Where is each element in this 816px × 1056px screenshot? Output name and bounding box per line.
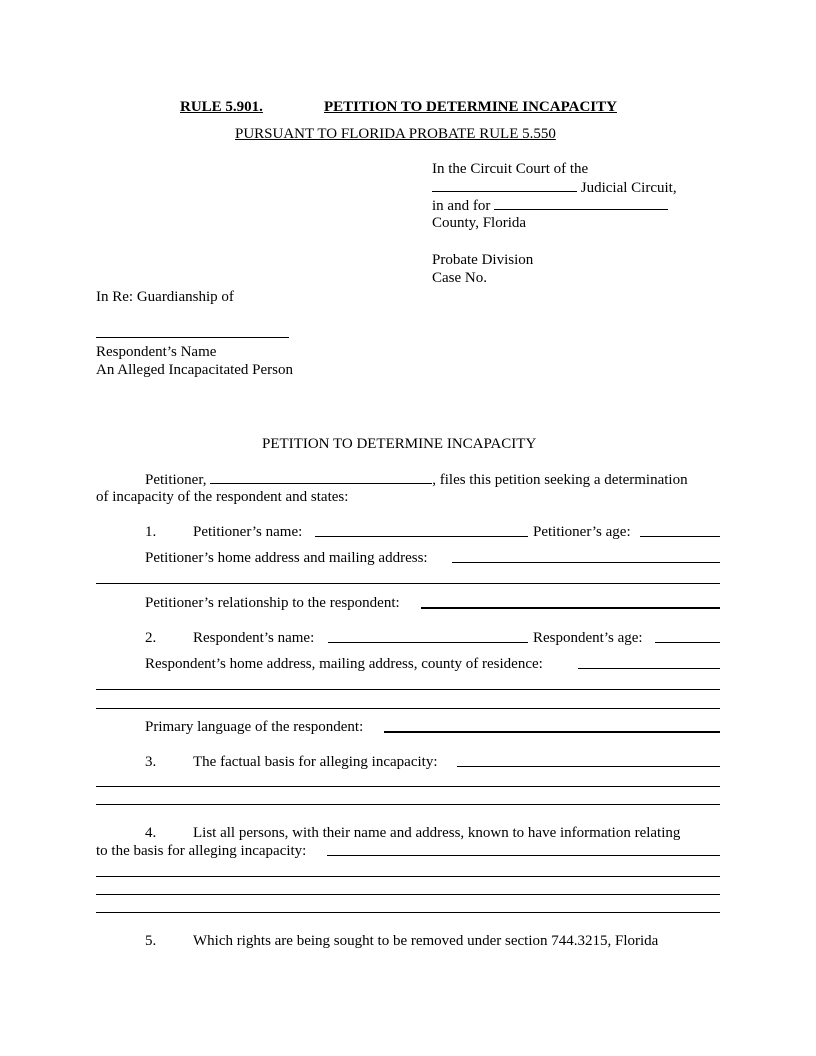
factual-basis-label: The factual basis for alleging incapacity:	[193, 754, 438, 770]
persons-list-line-4[interactable]	[96, 912, 720, 913]
persons-list-label: List all persons, with their name and address, known to have information relating	[193, 825, 681, 841]
court-line-2: Judicial Circuit,	[432, 178, 677, 197]
court-division: Probate Division	[432, 252, 534, 268]
county-blank[interactable]	[494, 196, 668, 210]
item-2-number: 2.	[145, 630, 157, 646]
item-3-number: 3.	[145, 754, 157, 770]
petition-title: PETITION TO DETERMINE INCAPACITY	[262, 436, 537, 452]
petitioner-address-field[interactable]	[452, 549, 720, 568]
rights-removed-label: Which rights are being sought to be removed under section 744.3215, Florida	[193, 933, 659, 949]
primary-language-field[interactable]	[384, 718, 720, 738]
respondent-age-label: Respondent’s age:	[533, 630, 643, 646]
respondent-name-label-2: Respondent’s name:	[193, 630, 315, 646]
in-re-label: In Re: Guardianship of	[96, 289, 234, 305]
petitioner-name-field[interactable]	[315, 523, 528, 542]
petitioner-address-label: Petitioner’s home address and mailing address:	[145, 550, 428, 566]
circuit-blank[interactable]	[432, 178, 577, 192]
petitioner-relationship-label: Petitioner’s relationship to the respondent:	[145, 595, 400, 611]
rule-number: RULE 5.901.	[180, 99, 263, 115]
respondent-address-line-2[interactable]	[96, 689, 720, 690]
petitioner-age-field[interactable]	[640, 523, 720, 542]
respondent-name-label: Respondent’s Name	[96, 344, 217, 360]
persons-list-field[interactable]	[327, 842, 720, 861]
court-line-1: In the Circuit Court of the	[432, 161, 589, 177]
intro-line-1: Petitioner, , files this petition seeking a determination	[145, 472, 688, 488]
respondent-name-field[interactable]	[96, 324, 289, 343]
respondent-address-label: Respondent’s home address, mailing address, county of residence:	[145, 656, 543, 672]
persons-list-line-2[interactable]	[96, 876, 720, 877]
case-number-label: Case No.	[432, 270, 487, 286]
rule-subtitle: PURSUANT TO FLORIDA PROBATE RULE 5.550	[235, 126, 556, 142]
item-1-number: 1.	[145, 524, 157, 540]
court-line-3: in and for	[432, 196, 668, 215]
petitioner-blank[interactable]	[210, 470, 432, 484]
item-5-number: 5.	[145, 933, 157, 949]
court-line-4: County, Florida	[432, 215, 527, 231]
item-4-number: 4.	[145, 825, 157, 841]
intro-line-2: of incapacity of the respondent and states:	[96, 489, 349, 505]
rule-title: PETITION TO DETERMINE INCAPACITY	[324, 99, 617, 115]
respondent-address-field[interactable]	[578, 655, 720, 674]
persons-list-label-2: to the basis for alleging incapacity:	[96, 843, 307, 859]
alleged-incapacitated-label: An Alleged Incapacitated Person	[96, 362, 294, 378]
factual-basis-field[interactable]	[457, 753, 720, 772]
respondent-name-field-2[interactable]	[328, 629, 528, 648]
respondent-address-line-3[interactable]	[96, 708, 720, 709]
petitioner-relationship-field[interactable]	[421, 594, 720, 614]
factual-basis-line-2[interactable]	[96, 786, 720, 787]
primary-language-label: Primary language of the respondent:	[145, 719, 364, 735]
persons-list-line-3[interactable]	[96, 894, 720, 895]
petitioner-age-label: Petitioner’s age:	[533, 524, 631, 540]
petitioner-name-label: Petitioner’s name:	[193, 524, 303, 540]
respondent-age-field[interactable]	[655, 629, 720, 648]
factual-basis-line-3[interactable]	[96, 804, 720, 805]
petitioner-address-line-2[interactable]	[96, 583, 720, 584]
